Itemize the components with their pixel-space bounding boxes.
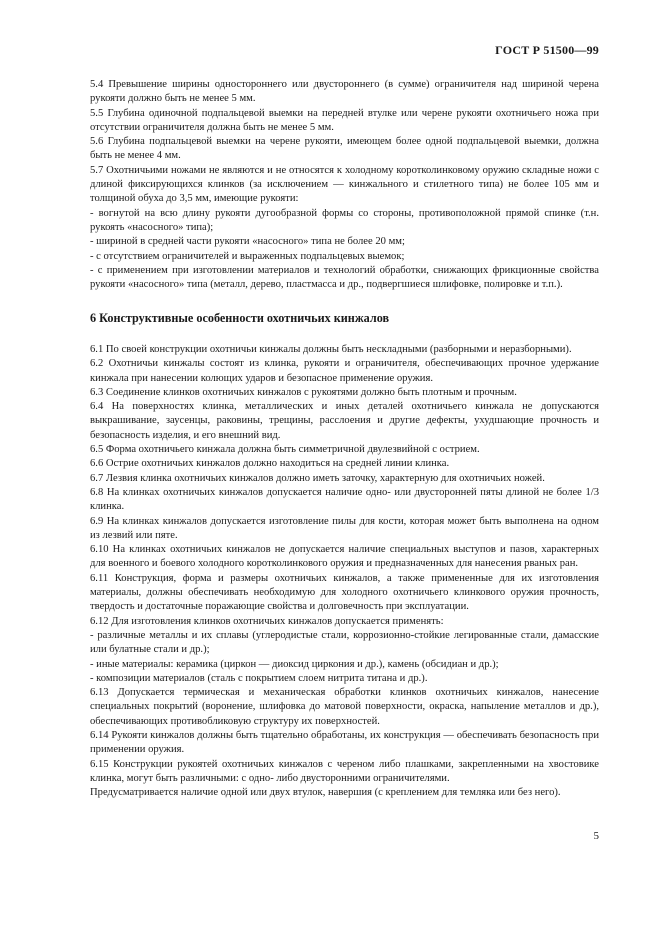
paragraph-6-3: 6.3 Соединение клинков охотничьих кинжалов с рукоятями должно быть плотным и прочным. — [90, 386, 517, 398]
paragraph-6-2: 6.2 Охотничьи кинжалы состоят из клинка, рукояти и ограничителя, обеспечивающих прочное удержание кинжала при нанесении колющих ударов и безопасное применение оружия. — [90, 358, 599, 384]
list-item: - иные материалы: керамика (циркон — диоксид циркония и др.), камень (обсидиан и др.); — [90, 658, 499, 670]
list-item: - шириной в средней части рукояти «насосного» типа не более 20 мм; — [90, 236, 405, 248]
list-item: - различные металлы и их сплавы (углеродистые стали, коррозионно-стойкие легированные стали, дамасские или булатные стали и др.); — [90, 629, 599, 656]
paragraph-6-7: 6.7 Лезвия клинка охотничьих кинжалов должно иметь заточку, характерную для охотничьих ножей. — [90, 472, 545, 484]
page-header-doc-id: ГОСТ Р 51500—99 — [495, 43, 599, 57]
paragraph-6-11: 6.11 Конструкция, форма и размеры охотничьих кинжалов, а также примененные для их изготовления материалы, должны обеспечивать необходимую для холодного охотничьего клинкового оружия прочность, твердость и достаточные поражающие свойства и долговечность при эксплуатации. — [90, 572, 599, 613]
paragraph-5-4: 5.4 Превышение ширины одностороннего или двустороннего (в сумме) ограничителя над шириной черена рукояти должно быть не менее 5 мм. — [90, 79, 599, 105]
paragraph-6-15-note: Предусматривается наличие одной или двух втулок, навершия (с креплением для темляка или без него). — [90, 787, 561, 799]
paragraph-6-12: 6.12 Для изготовления клинков охотничьих кинжалов допускается применять: — [90, 615, 444, 627]
paragraph-5-7: 5.7 Охотничьими ножами не являются и не относятся к холодному коротколинковому оружию складные ножи с длиной фиксирующихся клинков (за исключением — кинжального и стилетного типа) не более 105 мм и толщиной обуха до 3,5 мм, имеющие рукояти: — [90, 164, 599, 205]
section-6-title: 6 Конструктивные особенности охотничьих кинжалов — [90, 311, 390, 325]
list-item: - вогнутой на всю длину рукояти дугообразной формы со стороны, противоположной прямой спинке (т.н. рукоять «насосного» типа); — [90, 207, 599, 233]
paragraph-6-4: 6.4 На поверхностях клинка, металлических и иных деталей охотничьего кинжала не допускаются выкрашивание, заусенцы, раковины, трещины, расслоения и другие дефекты, ухудшающие прочность и безопасность изделия, и его внешний вид. — [90, 401, 599, 441]
list-item: - композиции материалов (сталь с покрытием слоем нитрита титана и др.). — [90, 672, 428, 684]
paragraph-6-10: 6.10 На клинках охотничьих кинжалов не допускается наличие специальных выступов и пазов, характерных для военного и боевого холодного коротколинкового оружия и предназначенных для нанесения рваных ран. — [90, 544, 599, 570]
paragraph-6-8: 6.8 На клинках охотничьих кинжалов допускается наличие одно- или двусторонней пяты длиной не более 1/3 клинка. — [90, 486, 599, 513]
paragraph-6-15: 6.15 Конструкции рукоятей охотничьих кинжалов с череном либо плашками, закрепленными на хвостовике клинка, могут быть различными: с одно- либо двусторонними ограничителями. — [90, 758, 599, 784]
paragraph-5-5: 5.5 Глубина одиночной подпальцевой выемки на передней втулке или черене рукояти охотничьего ножа при отсутствии ограничителя должна быть не менее 5 мм. — [90, 107, 599, 133]
paragraph-6-5: 6.5 Форма охотничьего кинжала должна быть симметричной двулезвийной с острием. — [90, 444, 480, 456]
paragraph-6-13: 6.13 Допускается термическая и механическая обработки клинков охотничьих кинжалов, нанесение специальных покрытий (воронение, шлифовка до матовой поверхности, окраска, напыление металлов и др.), обеспечивающих противобликовую структуру их поверхностей. — [90, 687, 599, 727]
list-item: - с отсутствием ограничителей и выраженных подпальцевых выемок; — [90, 250, 405, 262]
paragraph-5-6: 5.6 Глубина подпальцевой выемки на черене рукояти, имеющем более одной подпальцевой выемки, должна быть не менее 4 мм. — [90, 136, 599, 162]
paragraph-6-14: 6.14 Рукояти кинжалов должны быть тщательно обработаны, их конструкция — обеспечивать безопасность при применении оружия. — [90, 730, 599, 756]
section-6-body — [90, 343, 599, 801]
paragraph-6-9: 6.9 На клинках кинжалов допускается изготовление пилы для кости, которая может быть выполнена на одном из лезвий или пяте. — [90, 515, 599, 541]
list-item: - с применением при изготовлении материалов и технологий обработки, снижающих фрикционные свойства рукояти «насосного» типа (металл, дерево, пластмасса и др., подвергшиеся шлифовке, полировке и т.п.). — [90, 264, 599, 291]
paragraph-6-1: 6.1 По своей конструкции охотничьи кинжалы должны быть нескладными (разборными и неразборными). — [90, 344, 572, 355]
paragraph-6-6: 6.6 Острие охотничьих кинжалов должно находиться на средней линии клинка. — [90, 458, 450, 470]
page-number: 5 — [593, 830, 599, 842]
section-5-continuation — [90, 78, 599, 292]
